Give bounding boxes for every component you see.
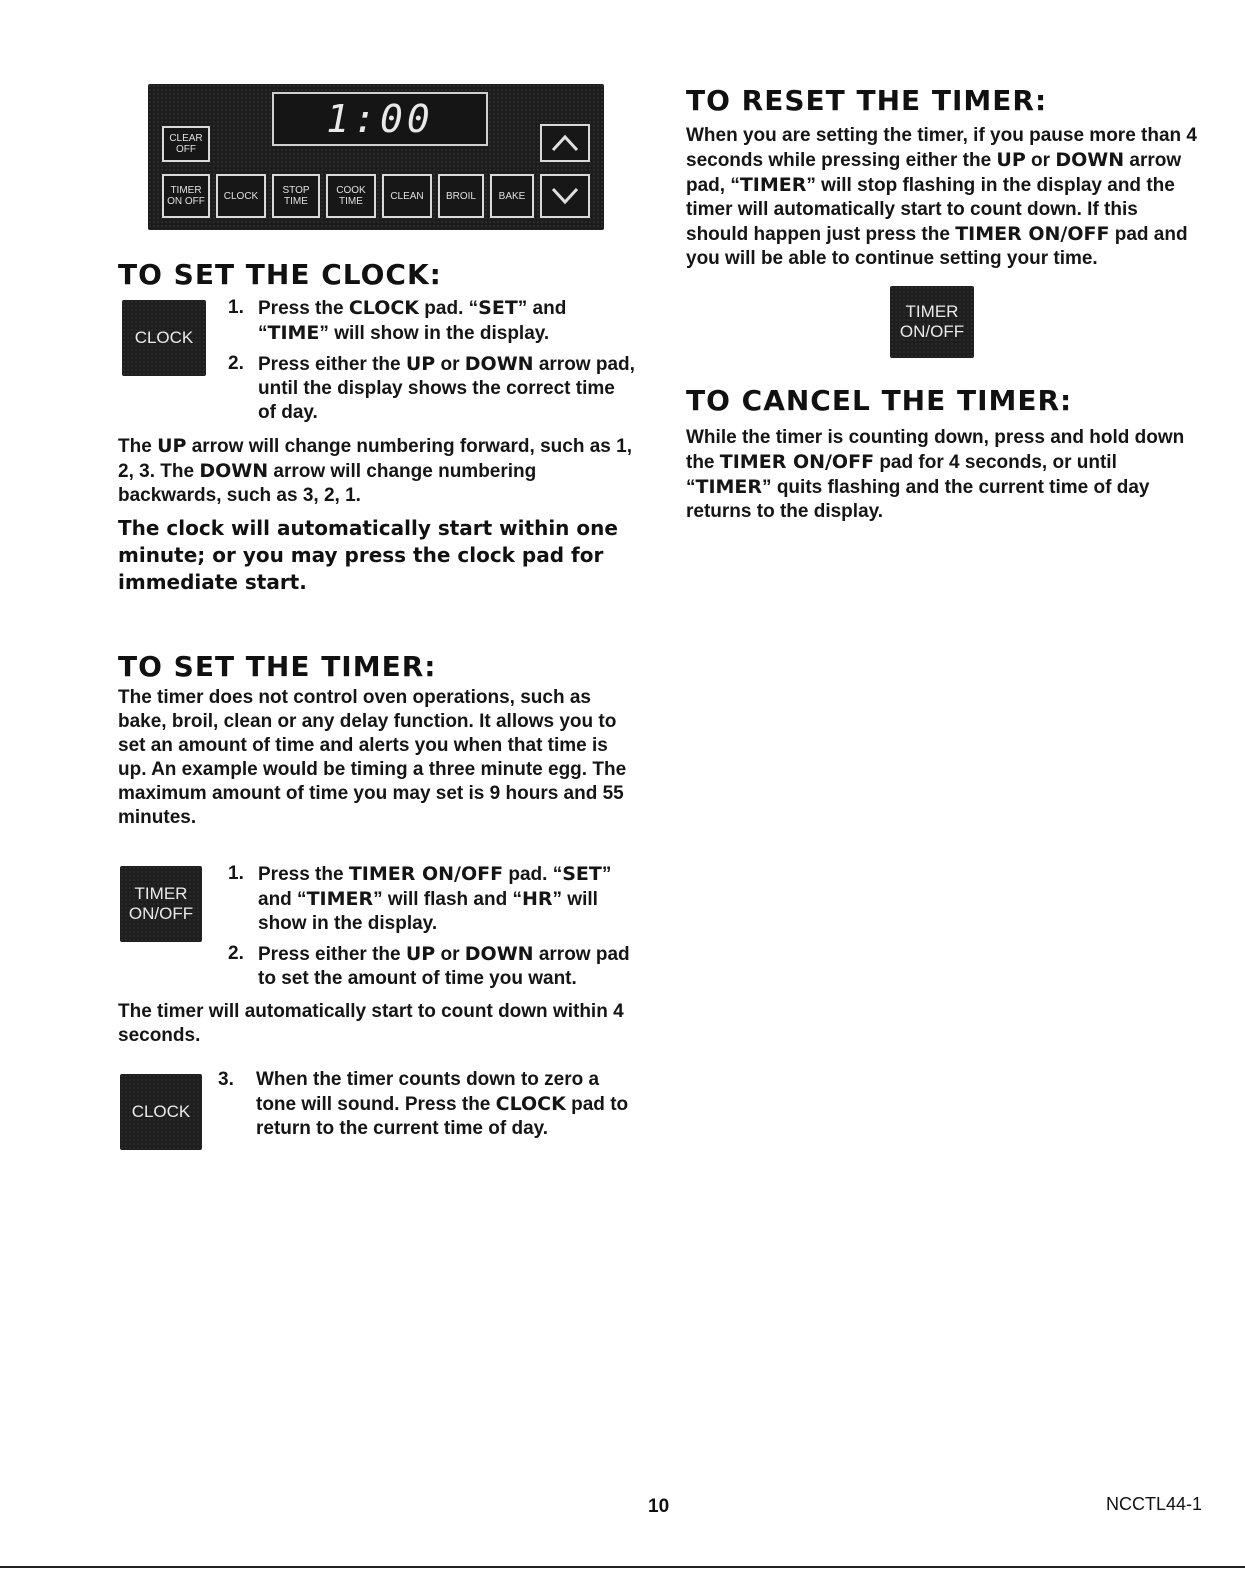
- timer-onoff-pad[interactable]: TIMER ON OFF: [162, 174, 210, 218]
- reset-timer-paragraph: When you are setting the timer, if you pause more than 4 seconds while pressing either the UP or DOWN arrow pad, “TIMER” will stop flashing in the display and the timer will automatically start to count down. If this should happen just press the TIMER ON/OFF pad and you will be able to continue setting your time.: [686, 125, 1197, 269]
- clock-display: [272, 92, 488, 146]
- set-timer-step-3: 3. When the timer counts down to zero a tone will sound. Press the CLOCK pad to return to the current time of day.: [218, 1069, 629, 1139]
- oven-control-panel: [148, 84, 604, 230]
- page-number: 10: [648, 1496, 670, 1517]
- timer-onoff-pad-illustration-2: TIMER ON/OFF: [890, 286, 974, 358]
- down-arrow-icon: [550, 186, 580, 206]
- set-timer-step-2: 2. Press either the UP or DOWN arrow pad to set the amount of time you want.: [228, 943, 630, 989]
- set-clock-step-1: 1. Press the CLOCK pad. “SET” and “TIME” will show in the display.: [228, 297, 567, 344]
- down-arrow-pad[interactable]: [540, 174, 590, 218]
- set-timer-countdown-paragraph: The timer will automatically start to count down within 4 seconds.: [118, 1001, 624, 1046]
- display-readout: 1:00: [326, 97, 434, 141]
- cancel-timer-heading: TO CANCEL THE TIMER:: [686, 384, 1073, 417]
- broil-pad[interactable]: BROIL: [438, 174, 484, 218]
- document-code: NCCTL44-1: [1106, 1494, 1203, 1514]
- cancel-timer-paragraph: While the timer is counting down, press and hold down the TIMER ON/OFF pad for 4 seconds, or until “TIMER” quits flashing and the current time of day returns to the display.: [686, 427, 1185, 522]
- clock-pad[interactable]: CLOCK: [216, 174, 266, 218]
- set-timer-intro: The timer does not control oven operations, such as bake, broil, clean or any delay function. It allows you to set an amount of time and alerts you when that time is up. An example would be timing a three minute egg. The maximum amount of time you may set is 9 hours and 55 minutes.: [118, 687, 627, 828]
- up-arrow-icon: [550, 133, 580, 153]
- set-clock-heading: TO SET THE CLOCK:: [118, 258, 442, 291]
- set-clock-arrow-paragraph: The UP arrow will change numbering forward, such as 1, 2, 3. The DOWN arrow will change numbering backwards, such as 3, 2, 1.: [118, 435, 632, 506]
- set-clock-steps: [228, 296, 636, 431]
- cook-time-pad[interactable]: COOK TIME: [326, 174, 376, 218]
- clear-off-pad[interactable]: CLEAR OFF: [162, 126, 210, 162]
- set-clock-step-2: 2. Press either the UP or DOWN arrow pad, until the display shows the correct time of day.: [228, 353, 635, 423]
- set-clock-auto-start-note: The clock will automatically start within one minute; or you may press the clock pad for immediate start.: [118, 516, 618, 594]
- timer-onoff-pad-illustration: TIMER ON/OFF: [120, 866, 202, 942]
- bottom-rule: [0, 1566, 1245, 1568]
- set-timer-heading: TO SET THE TIMER:: [118, 650, 437, 683]
- clock-pad-illustration-2: CLOCK: [120, 1074, 202, 1150]
- stop-time-pad[interactable]: STOP TIME: [272, 174, 320, 218]
- bake-pad[interactable]: BAKE: [490, 174, 534, 218]
- set-timer-steps: [228, 862, 636, 997]
- set-timer-step-3-block: [218, 1068, 636, 1147]
- set-timer-step-1: 1. Press the TIMER ON/OFF pad. “SET” and “TIMER” will flash and “HR” will show in the display.: [228, 863, 612, 934]
- clean-pad[interactable]: CLEAN: [382, 174, 432, 218]
- up-arrow-pad[interactable]: [540, 124, 590, 162]
- clock-pad-illustration: CLOCK: [122, 300, 206, 376]
- reset-timer-heading: TO RESET THE TIMER:: [686, 84, 1048, 117]
